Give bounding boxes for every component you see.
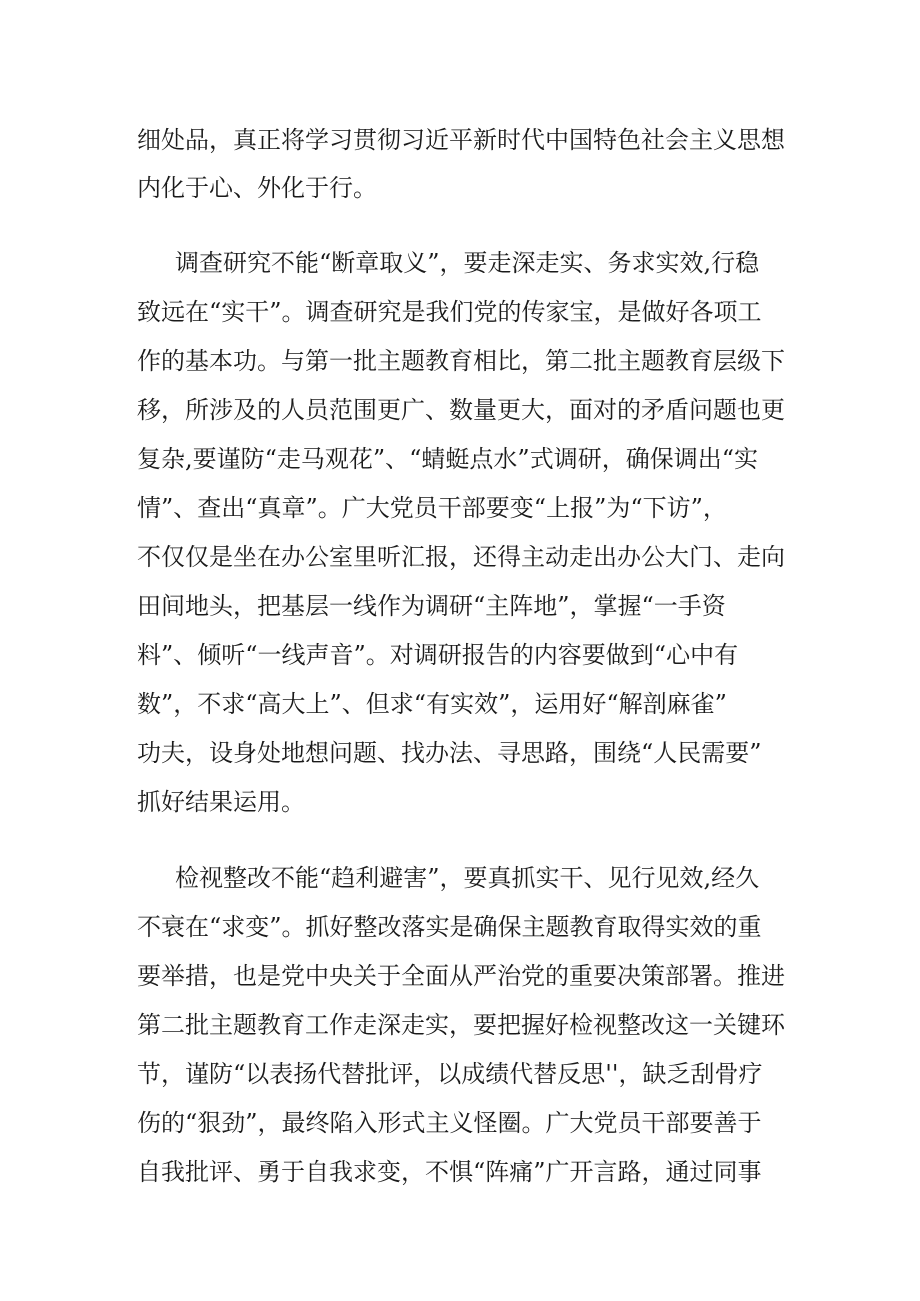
text-line: 内化于心、外化于行。 <box>137 174 377 202</box>
text-line: 要举措，也是党中央关于全面从严治党的重要决策部署。推进 <box>137 962 785 990</box>
text-line: 致远在“实干”。调查研究是我们党的传家宝，是做好各项工 <box>137 298 762 326</box>
text-line: 节，谨防“以表扬代替批评，以成绩代替反思''，缺乏刮骨疗 <box>137 1060 763 1088</box>
text-line: 作的基本功。与第一批主题教育相比，第二批主题教育层级下 <box>137 347 785 375</box>
text-line: 抓好结果运用。 <box>137 788 305 816</box>
text-line: 情”、查出“真章”。广大党员干部要变“上报”为“下访”， <box>137 494 727 522</box>
text-line: 功夫，设身处地想问题、找办法、寻思路，围绕“人民需要” <box>137 739 762 767</box>
text-line: 田间地头，把基层一线作为调研“主阵地”，掌握“一手资 <box>137 592 726 620</box>
text-line: 移，所涉及的人员范围更广、数量更大，面对的矛盾问题也更 <box>137 396 785 424</box>
text-line: 伤的“狠劲”，最终陷入形式主义怪圈。广大党员干部要善于 <box>137 1109 762 1137</box>
text-line: 不衰在“求变”。抓好整改落实是确保主题教育取得实效的重 <box>137 913 762 941</box>
text-line: 第二批主题教育工作走深走实，要把握好检视整改这一关键环 <box>137 1011 785 1039</box>
text-line: 自我批评、勇于自我求变，不惧“阵痛”广开言路，通过同事 <box>137 1158 762 1186</box>
text-line: 调查研究不能“断章取义”，要走深走实、务求实效,行稳 <box>175 249 760 277</box>
text-line: 检视整改不能“趋利避害”，要真抓实干、见行见效,经久 <box>175 864 760 892</box>
text-line: 数”，不求“高大上”、但求“有实效”，运用好“解剖麻雀” <box>137 690 727 718</box>
text-line: 料”、倾听“一线声音”。对调研报告的内容要做到“心中有 <box>137 641 739 669</box>
text-line: 细处品，真正将学习贯彻习近平新时代中国特色社会主义思想 <box>137 126 785 154</box>
text-line: 复杂,要谨防“走马观花”、“蜻蜓点水”式调研，确保调出“实 <box>137 445 758 473</box>
text-line: 不仅仅是坐在办公室里听汇报，还得主动走出办公大门、走向 <box>137 543 785 571</box>
